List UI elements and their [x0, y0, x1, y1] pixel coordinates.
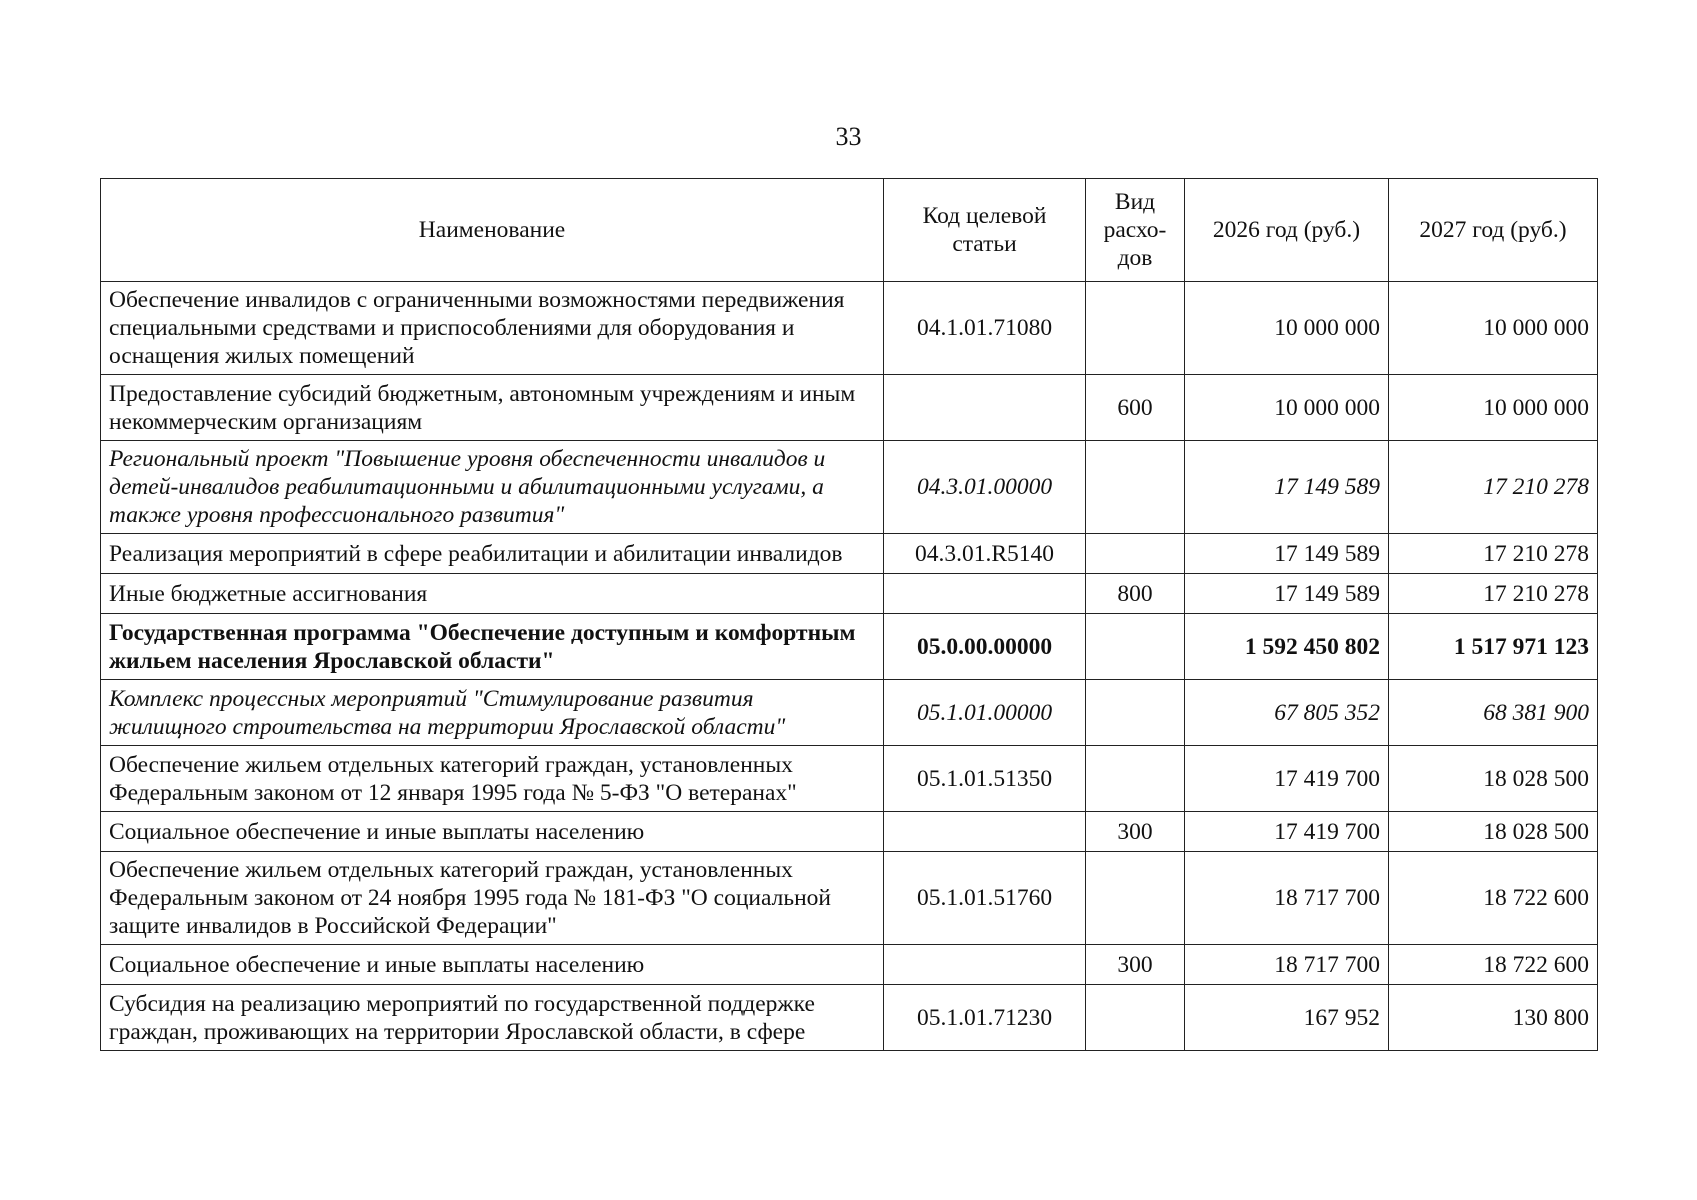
row-name-cell: Обеспечение жильем отдельных категорий граждан, установленных Федеральным законом от 12 января 1995 года № 5-ФЗ "О ветеранах": [101, 746, 884, 812]
header-code: Код целевой статьи: [884, 179, 1086, 282]
header-2026: 2026 год (руб.): [1185, 179, 1389, 282]
row-kind-cell: [1086, 441, 1185, 534]
row-kind-cell: [1086, 534, 1185, 574]
row-kind-cell: [1086, 852, 1185, 945]
row-code-cell: 05.1.01.51350: [884, 746, 1086, 812]
row-2026-cell: 17 149 589: [1185, 574, 1389, 614]
row-2026-cell: 10 000 000: [1185, 282, 1389, 375]
row-name-cell: Обеспечение жильем отдельных категорий граждан, установленных Федеральным законом от 24 ноября 1995 года № 181-ФЗ "О социальной защите инвалидов в Российской Федерации": [101, 852, 884, 945]
row-2026-cell: 10 000 000: [1185, 375, 1389, 441]
row-kind-cell: [1086, 680, 1185, 746]
table-row: [101, 282, 1598, 375]
row-name-cell: Реализация мероприятий в сфере реабилитации и абилитации инвалидов: [101, 534, 884, 574]
row-2026-cell: 167 952: [1185, 985, 1389, 1051]
row-kind-cell: 800: [1086, 574, 1185, 614]
row-2027-cell: 18 028 500: [1389, 812, 1598, 852]
row-name-cell: Государственная программа "Обеспечение доступным и комфортным жильем населения Ярославской области": [101, 614, 884, 680]
row-name-cell: Субсидия на реализацию мероприятий по государственной поддержке граждан, проживающих на территории Ярославской области, в сфере: [101, 985, 884, 1051]
row-code-cell: 05.1.01.71230: [884, 985, 1086, 1051]
row-2027-cell: 68 381 900: [1389, 680, 1598, 746]
row-2026-cell: 18 717 700: [1185, 852, 1389, 945]
row-2027-cell: 130 800: [1389, 985, 1598, 1051]
row-2026-cell: 1 592 450 802: [1185, 614, 1389, 680]
row-2027-cell: 17 210 278: [1389, 574, 1598, 614]
row-code-cell: [884, 375, 1086, 441]
row-name-cell: Региональный проект "Повышение уровня обеспеченности инвалидов и детей-инвалидов реабилитационными и абилитационными услугами, а также уровня профессионального развития": [101, 441, 884, 534]
row-2027-cell: 18 722 600: [1389, 945, 1598, 985]
row-name-cell: Обеспечение инвалидов с ограниченными возможностями передвижения специальными средствами и приспособлениями для оборудования и оснащения жилых помещений: [101, 282, 884, 375]
table-row: [101, 746, 1598, 812]
row-name-cell: Социальное обеспечение и иные выплаты населению: [101, 945, 884, 985]
row-name-cell: Социальное обеспечение и иные выплаты населению: [101, 812, 884, 852]
row-name-cell: Комплекс процессных мероприятий "Стимулирование развития жилищного строительства на территории Ярославской области": [101, 680, 884, 746]
table-row: [101, 945, 1598, 985]
row-code-cell: [884, 945, 1086, 985]
row-2026-cell: 17 419 700: [1185, 746, 1389, 812]
row-kind-cell: 600: [1086, 375, 1185, 441]
table-row: [101, 534, 1598, 574]
header-name: Наименование: [101, 179, 884, 282]
table-row: [101, 574, 1598, 614]
page-number: 33: [835, 122, 862, 151]
header-row: [101, 179, 1598, 282]
row-2027-cell: 17 210 278: [1389, 534, 1598, 574]
table-body: [101, 282, 1598, 1051]
row-code-cell: 05.1.01.51760: [884, 852, 1086, 945]
table-row: [101, 812, 1598, 852]
row-code-cell: 04.3.01.00000: [884, 441, 1086, 534]
row-kind-cell: 300: [1086, 945, 1185, 985]
row-kind-cell: [1086, 614, 1185, 680]
row-kind-cell: 300: [1086, 812, 1185, 852]
row-code-cell: 04.1.01.71080: [884, 282, 1086, 375]
row-name-cell: Предоставление субсидий бюджетным, автономным учреждениям и иным некоммерческим организациям: [101, 375, 884, 441]
row-code-cell: [884, 574, 1086, 614]
row-2026-cell: 18 717 700: [1185, 945, 1389, 985]
row-kind-cell: [1086, 746, 1185, 812]
table-row: [101, 441, 1598, 534]
row-2026-cell: 17 419 700: [1185, 812, 1389, 852]
row-2027-cell: 17 210 278: [1389, 441, 1598, 534]
row-code-cell: 05.1.01.00000: [884, 680, 1086, 746]
header-kind: Вид расхо-дов: [1086, 179, 1185, 282]
row-code-cell: [884, 812, 1086, 852]
row-kind-cell: [1086, 985, 1185, 1051]
table-row: [101, 852, 1598, 945]
header-2027: 2027 год (руб.): [1389, 179, 1598, 282]
row-2027-cell: 10 000 000: [1389, 375, 1598, 441]
table-row: [101, 614, 1598, 680]
row-2027-cell: 18 028 500: [1389, 746, 1598, 812]
row-kind-cell: [1086, 282, 1185, 375]
row-code-cell: 05.0.00.00000: [884, 614, 1086, 680]
budget-table: [100, 178, 1598, 1051]
row-2027-cell: 1 517 971 123: [1389, 614, 1598, 680]
row-2026-cell: 17 149 589: [1185, 534, 1389, 574]
row-2027-cell: 10 000 000: [1389, 282, 1598, 375]
row-2026-cell: 17 149 589: [1185, 441, 1389, 534]
row-code-cell: 04.3.01.R5140: [884, 534, 1086, 574]
table-row: [101, 680, 1598, 746]
row-2027-cell: 18 722 600: [1389, 852, 1598, 945]
table-row: [101, 375, 1598, 441]
table-row: [101, 985, 1598, 1051]
row-2026-cell: 67 805 352: [1185, 680, 1389, 746]
row-name-cell: Иные бюджетные ассигнования: [101, 574, 884, 614]
